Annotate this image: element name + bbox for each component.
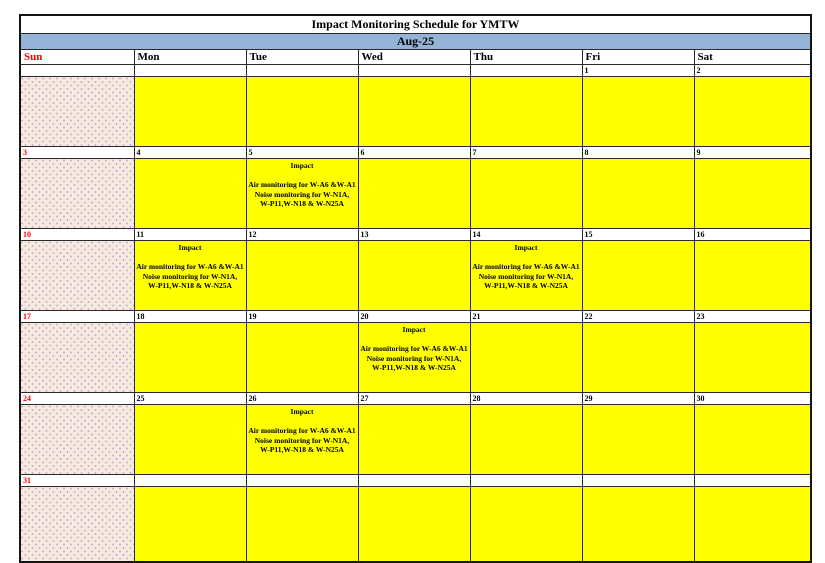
weekday-cell[interactable] (134, 77, 246, 147)
date-cell[interactable]: 17 (20, 311, 134, 323)
weekday-cell[interactable] (358, 323, 470, 393)
day-header-fri: Fri (582, 50, 694, 65)
date-cell[interactable]: 1 (582, 65, 694, 77)
weekday-cell[interactable] (134, 487, 246, 562)
day-header-sat: Sat (694, 50, 811, 65)
month-label: Aug-25 (20, 34, 811, 50)
day-header-tue: Tue (246, 50, 358, 65)
sunday-cell[interactable] (20, 241, 134, 311)
weekday-cell[interactable] (582, 77, 694, 147)
weekday-cell[interactable] (134, 405, 246, 475)
date-cell[interactable]: 26 (246, 393, 358, 405)
weekday-cell[interactable] (470, 487, 582, 562)
weekday-cell[interactable] (470, 77, 582, 147)
week-1-content-row (20, 77, 811, 147)
week-4-dates-row (20, 311, 811, 323)
day-header-row (20, 50, 811, 65)
week-5-dates-row (20, 393, 811, 405)
date-cell[interactable]: 20 (358, 311, 470, 323)
date-cell[interactable] (582, 475, 694, 487)
date-cell[interactable]: 9 (694, 147, 811, 159)
date-cell[interactable]: 28 (470, 393, 582, 405)
weekday-cell[interactable] (246, 159, 358, 229)
weekday-cell[interactable] (694, 77, 811, 147)
week-6-content-row (20, 487, 811, 562)
date-cell[interactable]: 22 (582, 311, 694, 323)
weekday-cell[interactable] (358, 241, 470, 311)
day-header-mon: Mon (134, 50, 246, 65)
date-cell[interactable]: 15 (582, 229, 694, 241)
week-5-content-row (20, 405, 811, 475)
date-cell[interactable]: 16 (694, 229, 811, 241)
page-title: Impact Monitoring Schedule for YMTW (20, 15, 811, 34)
weekday-cell[interactable] (470, 241, 582, 311)
weekday-cell[interactable] (358, 159, 470, 229)
day-header-sun: Sun (20, 50, 134, 65)
sunday-cell[interactable] (20, 323, 134, 393)
date-cell[interactable]: 11 (134, 229, 246, 241)
sunday-cell[interactable] (20, 487, 134, 562)
impact-event-text: Impact Air monitoring for W-A6 &W-A1 Noise monitoring for W-N1A, W-P11,W-N18 & W-N25A (136, 243, 244, 290)
date-cell[interactable]: 25 (134, 393, 246, 405)
date-cell[interactable]: 4 (134, 147, 246, 159)
date-cell[interactable] (20, 65, 134, 77)
weekday-cell[interactable] (134, 241, 246, 311)
impact-event-text: Impact Air monitoring for W-A6 &W-A1 Noise monitoring for W-N1A, W-P11,W-N18 & W-N25A (472, 243, 580, 290)
weekday-cell[interactable] (694, 487, 811, 562)
impact-event-text: Impact Air monitoring for W-A6 &W-A1 Noise monitoring for W-N1A, W-P11,W-N18 & W-N25A (248, 407, 356, 454)
date-cell[interactable]: 14 (470, 229, 582, 241)
date-cell[interactable]: 7 (470, 147, 582, 159)
day-header-wed: Wed (358, 50, 470, 65)
day-header-thu: Thu (470, 50, 582, 65)
date-cell[interactable]: 18 (134, 311, 246, 323)
weekday-cell[interactable] (470, 405, 582, 475)
weekday-cell[interactable] (470, 323, 582, 393)
impact-event-text: Impact Air monitoring for W-A6 &W-A1 Noise monitoring for W-N1A, W-P11,W-N18 & W-N25A (360, 325, 468, 372)
date-cell[interactable]: 12 (246, 229, 358, 241)
date-cell[interactable]: 3 (20, 147, 134, 159)
weekday-cell[interactable] (246, 323, 358, 393)
date-cell[interactable]: 5 (246, 147, 358, 159)
date-cell[interactable]: 29 (582, 393, 694, 405)
weekday-cell[interactable] (134, 159, 246, 229)
weekday-cell[interactable] (358, 77, 470, 147)
date-cell[interactable] (358, 475, 470, 487)
sunday-cell[interactable] (20, 77, 134, 147)
weekday-cell[interactable] (694, 159, 811, 229)
date-cell[interactable]: 2 (694, 65, 811, 77)
date-cell[interactable] (246, 475, 358, 487)
week-3-dates-row (20, 229, 811, 241)
date-cell[interactable] (246, 65, 358, 77)
date-cell[interactable]: 30 (694, 393, 811, 405)
weekday-cell[interactable] (694, 323, 811, 393)
weekday-cell[interactable] (246, 77, 358, 147)
week-2-dates-row (20, 147, 811, 159)
date-cell[interactable] (470, 65, 582, 77)
weekday-cell[interactable] (134, 323, 246, 393)
impact-event-text: Impact Air monitoring for W-A6 &W-A1 Noise monitoring for W-N1A, W-P11,W-N18 & W-N25A (248, 161, 356, 208)
date-cell[interactable]: 8 (582, 147, 694, 159)
weekday-cell[interactable] (582, 405, 694, 475)
weekday-cell[interactable] (470, 159, 582, 229)
date-cell[interactable] (358, 65, 470, 77)
week-4-content-row (20, 323, 811, 393)
weekday-cell[interactable] (694, 405, 811, 475)
date-cell[interactable]: 24 (20, 393, 134, 405)
title-row (20, 15, 811, 34)
date-cell[interactable] (134, 65, 246, 77)
week-2-content-row (20, 159, 811, 229)
date-cell[interactable]: 10 (20, 229, 134, 241)
weekday-cell[interactable] (582, 487, 694, 562)
week-1-dates-row (20, 65, 811, 77)
sunday-cell[interactable] (20, 159, 134, 229)
weekday-cell[interactable] (246, 405, 358, 475)
month-row (20, 34, 811, 50)
date-cell[interactable] (470, 475, 582, 487)
date-cell[interactable] (134, 475, 246, 487)
date-cell[interactable]: 27 (358, 393, 470, 405)
date-cell[interactable] (694, 475, 811, 487)
week-6-dates-row (20, 475, 811, 487)
weekday-cell[interactable] (246, 241, 358, 311)
weekday-cell[interactable] (582, 159, 694, 229)
date-cell[interactable]: 31 (20, 475, 134, 487)
date-cell[interactable]: 23 (694, 311, 811, 323)
date-cell[interactable]: 6 (358, 147, 470, 159)
date-cell[interactable]: 13 (358, 229, 470, 241)
weekday-cell[interactable] (694, 241, 811, 311)
weekday-cell[interactable] (246, 487, 358, 562)
week-3-content-row (20, 241, 811, 311)
weekday-cell[interactable] (358, 405, 470, 475)
calendar-body (20, 65, 811, 562)
weekday-cell[interactable] (358, 487, 470, 562)
date-cell[interactable]: 19 (246, 311, 358, 323)
sunday-cell[interactable] (20, 405, 134, 475)
calendar-table (19, 14, 812, 563)
weekday-cell[interactable] (582, 323, 694, 393)
weekday-cell[interactable] (582, 241, 694, 311)
date-cell[interactable]: 21 (470, 311, 582, 323)
